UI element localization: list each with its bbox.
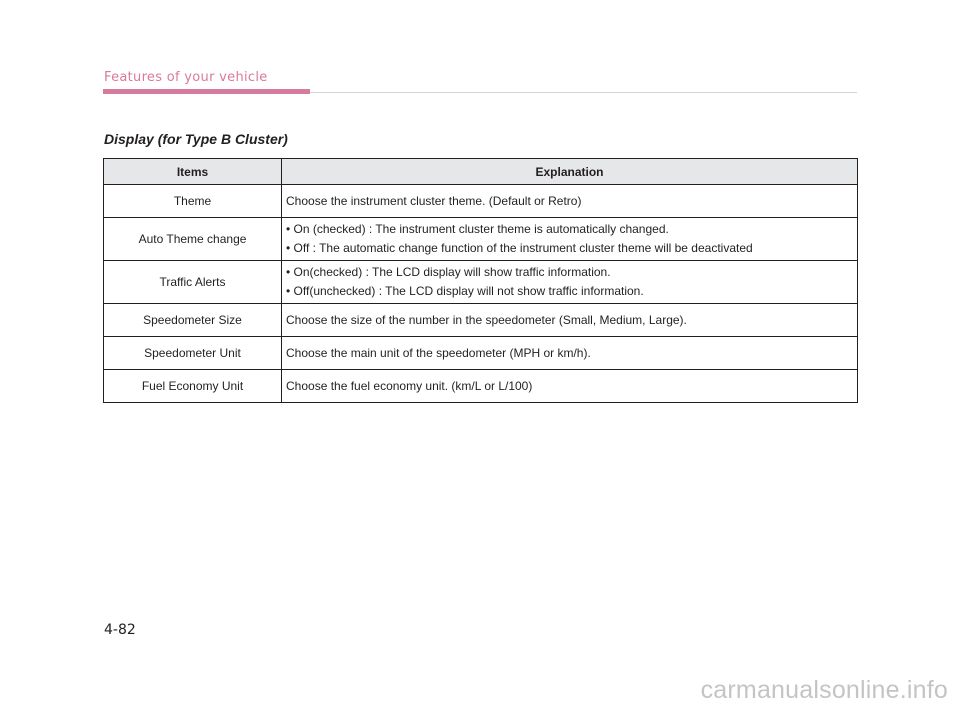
explanation-cell	[282, 370, 858, 403]
explanation-line: • On (checked) : The instrument cluster theme is automatically changed.	[286, 222, 669, 236]
item-cell: Speedometer Unit	[104, 337, 282, 370]
header-divider	[310, 92, 857, 93]
explanation-line: • Off : The automatic change function of the instrument cluster theme will be deactivated	[286, 241, 753, 255]
table-row	[104, 304, 858, 337]
explanation-line: Choose the instrument cluster theme. (Default or Retro)	[286, 193, 582, 208]
section-title: Display (for Type B Cluster)	[104, 131, 288, 147]
item-cell: Speedometer Size	[104, 304, 282, 337]
explanation-line: Choose the fuel economy unit. (km/L or L/100)	[286, 378, 533, 393]
column-header-explanation: Explanation	[282, 159, 858, 185]
header-accent-bar	[103, 89, 310, 94]
page-number: 4-82	[104, 622, 136, 638]
header-title: Features of your vehicle	[104, 70, 268, 85]
explanation-line: Choose the main unit of the speedometer (MPH or km/h).	[286, 345, 591, 360]
table-row	[104, 218, 858, 261]
column-header-items: Items	[104, 159, 282, 185]
table-header-row	[104, 159, 858, 185]
explanation-line: • Off(unchecked) : The LCD display will not show traffic information.	[286, 284, 644, 298]
settings-table	[103, 158, 858, 403]
table-row	[104, 185, 858, 218]
table-row	[104, 261, 858, 304]
item-cell: Theme	[104, 185, 282, 218]
explanation-cell	[282, 304, 858, 337]
watermark-link[interactable]: carmanualsonline.info	[700, 676, 948, 704]
table-row	[104, 370, 858, 403]
item-cell: Auto Theme change	[104, 218, 282, 261]
explanation-cell	[282, 261, 858, 304]
explanation-cell	[282, 218, 858, 261]
explanation-cell	[282, 185, 858, 218]
item-cell: Fuel Economy Unit	[104, 370, 282, 403]
item-cell: Traffic Alerts	[104, 261, 282, 304]
explanation-cell	[282, 337, 858, 370]
explanation-line: • On(checked) : The LCD display will show traffic information.	[286, 265, 611, 279]
table-row	[104, 337, 858, 370]
explanation-line: Choose the size of the number in the speedometer (Small, Medium, Large).	[286, 312, 687, 327]
